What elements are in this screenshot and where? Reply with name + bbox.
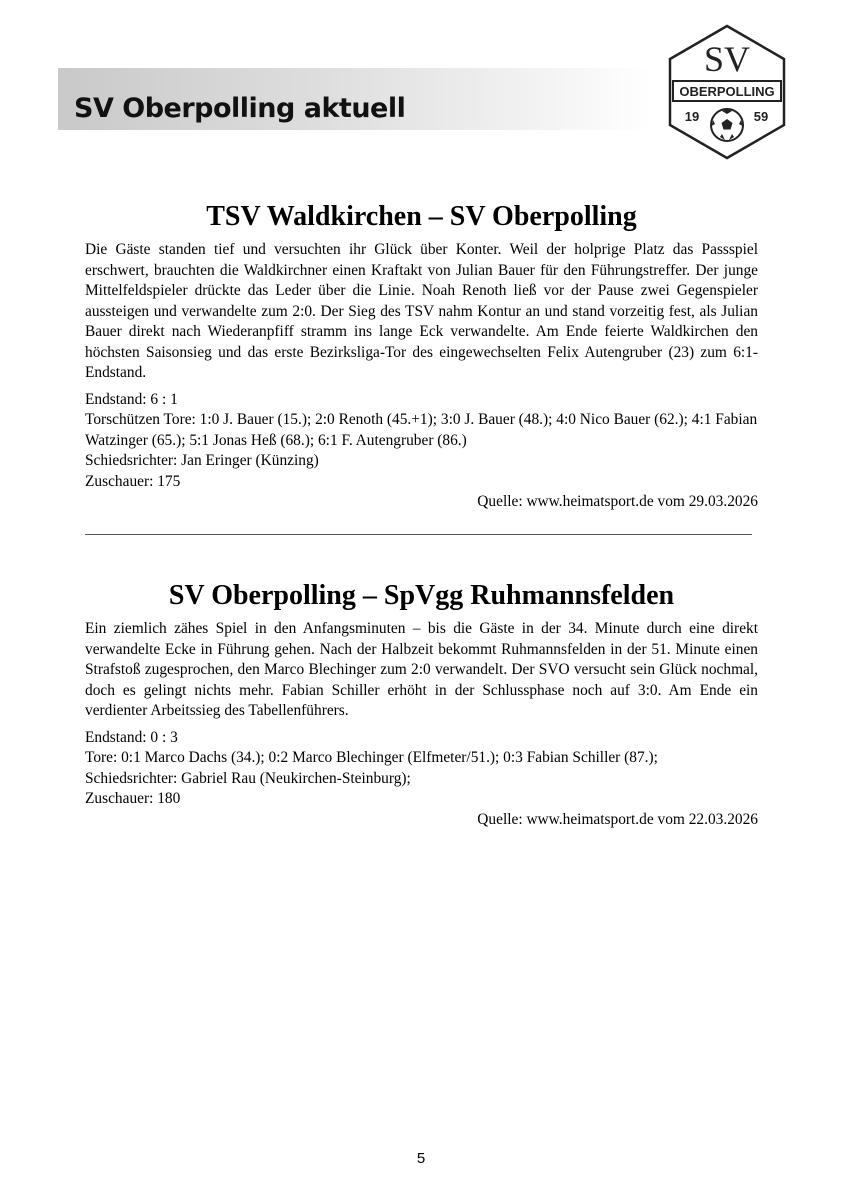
article-headline: SV Oberpolling – SpVgg Ruhmannsfelden <box>168 580 675 611</box>
soccer-ball-icon <box>711 109 743 141</box>
final-score: Endstand: 0 : 3 <box>85 728 178 746</box>
article-waldkirchen <box>85 200 758 513</box>
page-header-title: SV Oberpolling aktuell <box>74 93 406 124</box>
goal-scorers: Torschützen Tore: 1:0 J. Bauer (15.); 2:0 Renoth (45.+1); 3:0 J. Bauer (48.); 4:0 Nico Bauer (62.); 4:1 Fabian Watzinger (65.); 5:1 Jonas Heß (68.); 6:1 F. Autengruber (86.) <box>85 411 758 449</box>
article-headline: TSV Waldkirchen – SV Oberpolling <box>206 201 637 232</box>
page-number: 5 <box>416 1150 426 1167</box>
logo-year-left: 19 <box>684 109 700 124</box>
club-logo <box>668 24 786 160</box>
final-score: Endstand: 6 : 1 <box>85 390 178 408</box>
referee: Schiedsrichter: Gabriel Rau (Neukirchen-Steinburg); <box>85 769 411 787</box>
spectators: Zuschauer: 180 <box>85 790 181 807</box>
article-source: Quelle: www.heimatsport.de vom 29.03.2026 <box>477 493 758 510</box>
logo-year-right: 59 <box>753 109 769 124</box>
referee: Schiedsrichter: Jan Eringer (Künzing) <box>85 452 319 469</box>
spectators: Zuschauer: 175 <box>85 472 181 490</box>
article-body: Die Gäste standen tief und versuchten ihr Glück über Konter. Weil der holprige Platz das Passspiel erschwert, brauchten die Waldkirchner einen Kraftakt von Julian Bauer für den Führungstreffer. Der junge Mittelfeldspieler drückte das Leder über die Linie. Noah Renoth ließ vor der Pause zwei Gegenspieler aussteigen und verwandelte zum 2:0. Der Sieg des TSV nahm Kontur an und stand vorzeitig fest, als Julian Bauer direkt nach Wiederanpfiff stramm ins lange Eck verwandelte. Am Ende feierte Waldkirchen den höchsten Saisonsieg und das erste Bezirksliga-Tor des eingewechselten Felix Autengruber (23) zum 6:1-Endstand. <box>85 241 758 381</box>
goal-scorers: Tore: 0:1 Marco Dachs (34.); 0:2 Marco Blechinger (Elfmeter/51.); 0:3 Fabian Schiller (87.); <box>85 749 658 766</box>
article-source: Quelle: www.heimatsport.de vom 22.03.2026 <box>477 810 758 828</box>
logo-club-name: OBERPOLLING <box>679 84 775 99</box>
article-divider <box>85 534 752 535</box>
logo-top-text: SV <box>703 39 751 79</box>
match-facts <box>85 728 758 810</box>
article-ruhmannsfelden <box>85 579 758 830</box>
match-facts <box>85 390 758 493</box>
article-body: Ein ziemlich zähes Spiel in den Anfangsminuten – bis die Gäste in der 34. Minute durch eine direkt verwandelte Ecke in Führung gehen. Nach der Halbzeit bekommt Ruhmannsfelden in der 51. Minute einen Strafstoß zugesprochen, den Marco Blechinger zum 2:0 verwandelt. Der SVO versucht sein Glück nochmal, doch es gelingt nichts mehr. Fabian Schiller erhöht in der Schlussphase noch auf 3:0. Am Ende ein verdienter Arbeitssieg des Tabellenführers. <box>85 620 758 719</box>
